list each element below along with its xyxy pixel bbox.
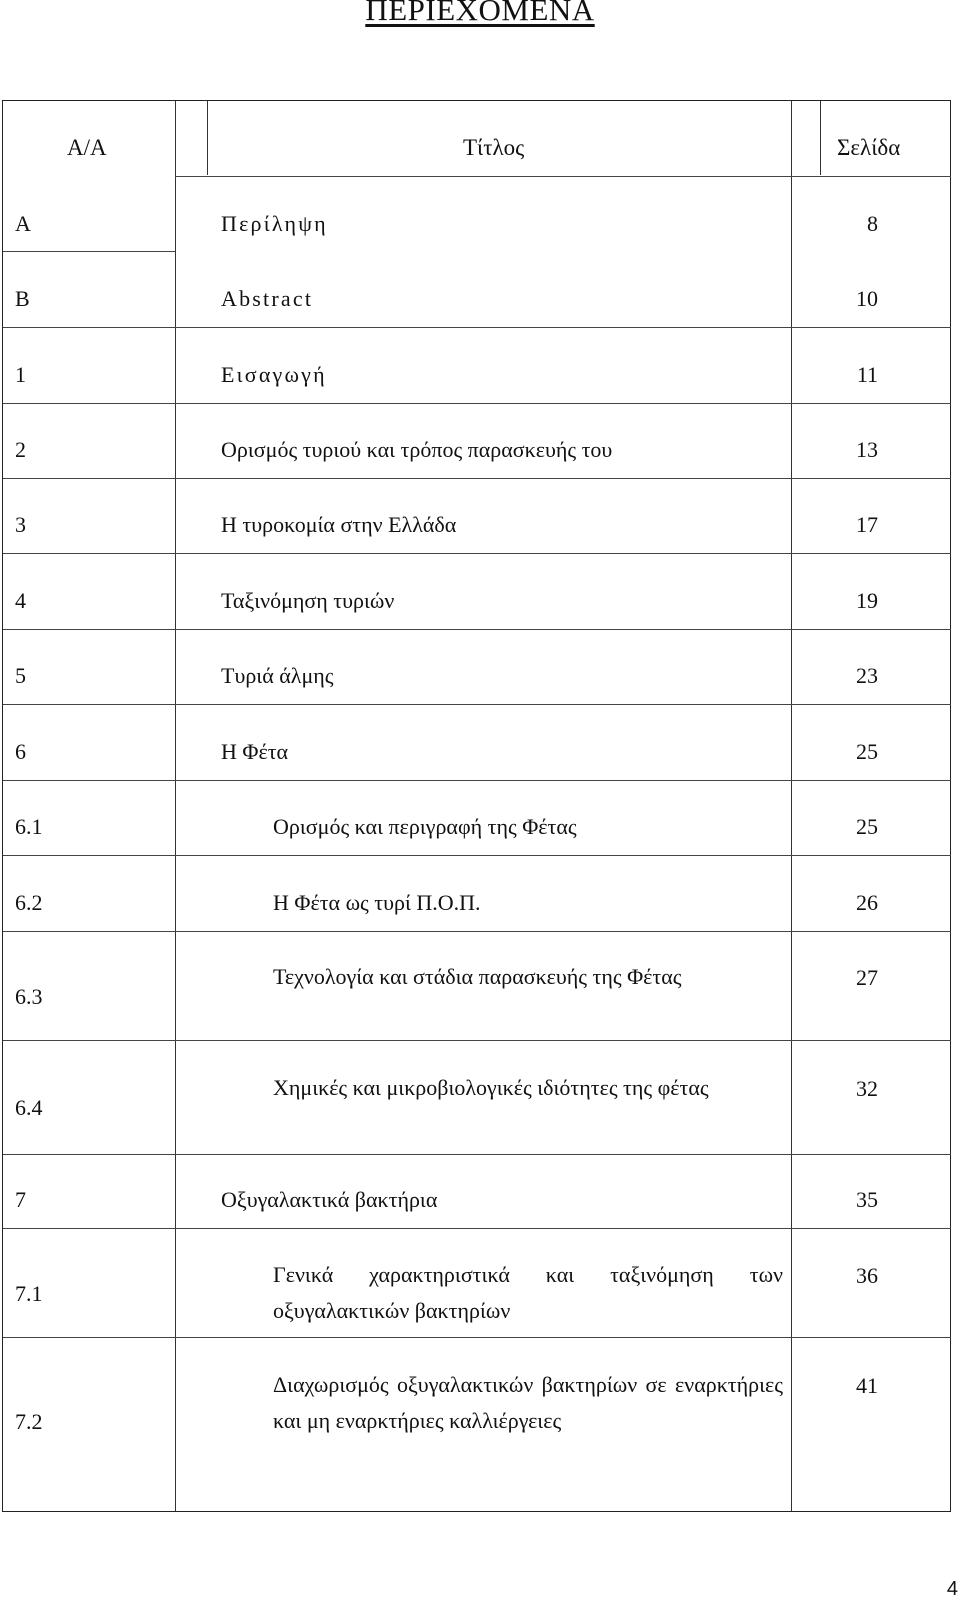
row-title[interactable]: Διαχωρισμός οξυγαλακτικών βακτηρίων σε εναρκτήριες και μη εναρκτήριες καλλιέργειες bbox=[273, 1372, 783, 1433]
row-divider bbox=[3, 1154, 951, 1155]
row-divider bbox=[3, 931, 951, 932]
row-aa: 6.4 bbox=[15, 1095, 43, 1120]
row-page: 23 bbox=[856, 663, 878, 688]
row-page: 19 bbox=[856, 588, 878, 613]
row-page: 32 bbox=[856, 1076, 878, 1101]
row-title[interactable]: Εισαγωγή bbox=[221, 362, 327, 387]
row-page: 11 bbox=[856, 362, 878, 387]
row-aa: 7.2 bbox=[15, 1409, 43, 1434]
row-divider bbox=[3, 629, 951, 630]
row-aa: 5 bbox=[15, 663, 26, 688]
row-aa: Α bbox=[15, 211, 31, 236]
column-divider bbox=[791, 101, 792, 1511]
row-title[interactable]: Ορισμός τυριού και τρόπος παρασκευής του bbox=[221, 437, 613, 462]
row-page: 27 bbox=[856, 965, 878, 990]
row-title[interactable]: Τυριά άλμης bbox=[221, 663, 334, 688]
column-divider bbox=[175, 101, 176, 1511]
row-page: 13 bbox=[856, 437, 878, 462]
row-title[interactable]: Οξυγαλακτικά βακτήρια bbox=[221, 1187, 438, 1212]
row-aa: Β bbox=[15, 286, 30, 311]
row-aa: 3 bbox=[15, 512, 26, 537]
row-title[interactable]: Περίληψη bbox=[221, 211, 328, 236]
column-divider bbox=[820, 101, 821, 175]
column-divider bbox=[207, 101, 208, 175]
row-aa: 4 bbox=[15, 588, 26, 613]
row-page: 26 bbox=[856, 890, 878, 915]
row-page: 25 bbox=[856, 814, 878, 839]
row-divider bbox=[3, 553, 951, 554]
row-aa: 6.1 bbox=[15, 814, 43, 839]
row-divider bbox=[3, 704, 951, 705]
row-page: 10 bbox=[856, 286, 878, 311]
row-title[interactable]: Ταξινόμηση τυριών bbox=[221, 588, 395, 613]
row-aa: 2 bbox=[15, 437, 26, 462]
toc-table bbox=[2, 100, 951, 1512]
row-aa: 7.1 bbox=[15, 1281, 43, 1306]
row-divider bbox=[3, 1228, 951, 1229]
row-page: 36 bbox=[856, 1263, 878, 1288]
row-aa: 7 bbox=[15, 1187, 26, 1212]
row-title[interactable]: Η τυροκομία στην Ελλάδα bbox=[221, 512, 457, 537]
row-divider bbox=[3, 1337, 951, 1338]
row-page: 25 bbox=[856, 739, 878, 764]
header-title: Τίτλος bbox=[463, 135, 525, 160]
row-title[interactable]: Χημικές και μικροβιολογικές ιδιότητες της φέτας bbox=[273, 1075, 709, 1100]
row-title[interactable]: Γενικά χαρακτηριστικά και ταξινόμηση των οξυγαλακτικών βακτηρίων bbox=[273, 1262, 783, 1323]
header-page: Σελίδα bbox=[837, 135, 901, 160]
row-divider bbox=[3, 1040, 951, 1041]
row-aa: 6.2 bbox=[15, 890, 43, 915]
row-divider bbox=[3, 327, 951, 328]
row-title[interactable]: Abstract bbox=[221, 286, 314, 311]
row-divider bbox=[3, 251, 175, 252]
row-title[interactable]: Η Φέτα ως τυρί Π.Ο.Π. bbox=[273, 890, 481, 915]
row-page: 41 bbox=[856, 1373, 878, 1398]
row-divider bbox=[3, 855, 951, 856]
row-page: 8 bbox=[867, 211, 878, 236]
header-aa: Α/Α bbox=[67, 135, 107, 160]
row-title[interactable]: Ορισμός και περιγραφή της Φέτας bbox=[273, 814, 577, 839]
row-divider bbox=[3, 403, 951, 404]
row-divider bbox=[175, 176, 951, 177]
row-divider bbox=[3, 780, 951, 781]
row-title[interactable]: Η Φέτα bbox=[221, 739, 289, 764]
row-aa: 1 bbox=[15, 362, 26, 387]
row-divider bbox=[3, 478, 951, 479]
page-number: 4 bbox=[946, 1578, 958, 1600]
row-page: 35 bbox=[856, 1187, 878, 1212]
row-title[interactable]: Τεχνολογία και στάδια παρασκευής της Φέτας bbox=[273, 964, 682, 989]
row-aa: 6.3 bbox=[15, 984, 43, 1009]
page-title: ΠΕΡΙΕΧΟΜΕΝΑ bbox=[365, 0, 595, 27]
row-page: 17 bbox=[856, 512, 878, 537]
row-aa: 6 bbox=[15, 739, 26, 764]
